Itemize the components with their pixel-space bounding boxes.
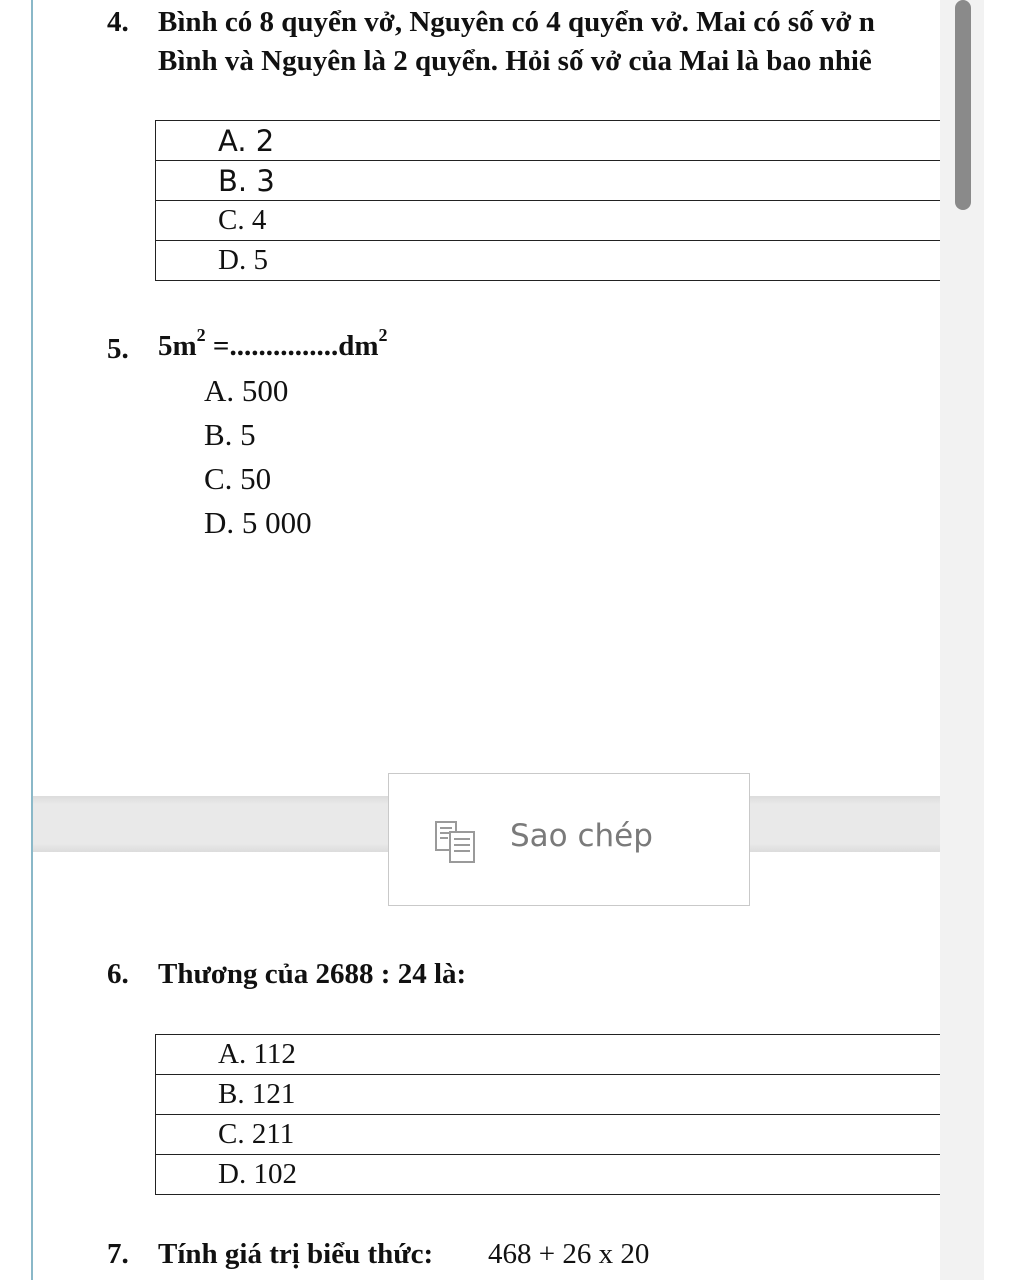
q4-option-b: B. 3 bbox=[156, 161, 941, 201]
q5-option-c: C. 50 bbox=[204, 461, 272, 496]
q7-number: 7. bbox=[107, 1238, 129, 1270]
q4-option-a: A. 2 bbox=[156, 121, 941, 161]
q6-option-a: A. 112 bbox=[156, 1035, 941, 1075]
q5-option-a: A. 500 bbox=[204, 373, 289, 408]
q5-blank: =............... bbox=[205, 330, 339, 362]
copy-button-label[interactable]: Sao chép bbox=[510, 818, 653, 854]
q6-number: 6. bbox=[107, 958, 129, 990]
q6-option-b: B. 121 bbox=[156, 1075, 941, 1115]
q6-option-c: C. 211 bbox=[156, 1115, 941, 1155]
q6-options-table bbox=[155, 1034, 940, 1195]
q5-lhs: 5m bbox=[158, 330, 197, 362]
q5-option-b: B. 5 bbox=[204, 417, 256, 452]
q4-option-c: C. 4 bbox=[156, 201, 941, 241]
q5-lhs-exponent: 2 bbox=[196, 325, 206, 345]
q5-equation bbox=[158, 325, 388, 363]
q4-text-line2: Bình và Nguyên là 2 quyển. Hỏi số vở của Mai là bao nhiê bbox=[158, 45, 872, 77]
q6-option-d: D. 102 bbox=[156, 1155, 941, 1195]
q5-option-d: D. 5 000 bbox=[204, 505, 312, 540]
q5-rhs: dm bbox=[338, 330, 379, 362]
q7-expression: 468 + 26 x 20 bbox=[488, 1238, 650, 1270]
q5-rhs-exponent: 2 bbox=[378, 325, 388, 345]
q4-options-table bbox=[155, 120, 940, 281]
q4-text-line1: Bình có 8 quyển vở, Nguyên có 4 quyển vở. Mai có số vở n bbox=[158, 6, 875, 38]
q4-number: 4. bbox=[107, 6, 129, 38]
q5-number: 5. bbox=[107, 333, 129, 365]
right-margin bbox=[984, 0, 1024, 1280]
q6-text: Thương của 2688 : 24 là: bbox=[158, 958, 467, 990]
copy-icon[interactable] bbox=[434, 820, 478, 864]
q4-option-d: D. 5 bbox=[156, 241, 941, 281]
scrollbar-thumb[interactable] bbox=[955, 0, 971, 210]
q7-text: Tính giá trị biểu thức: bbox=[158, 1238, 434, 1270]
